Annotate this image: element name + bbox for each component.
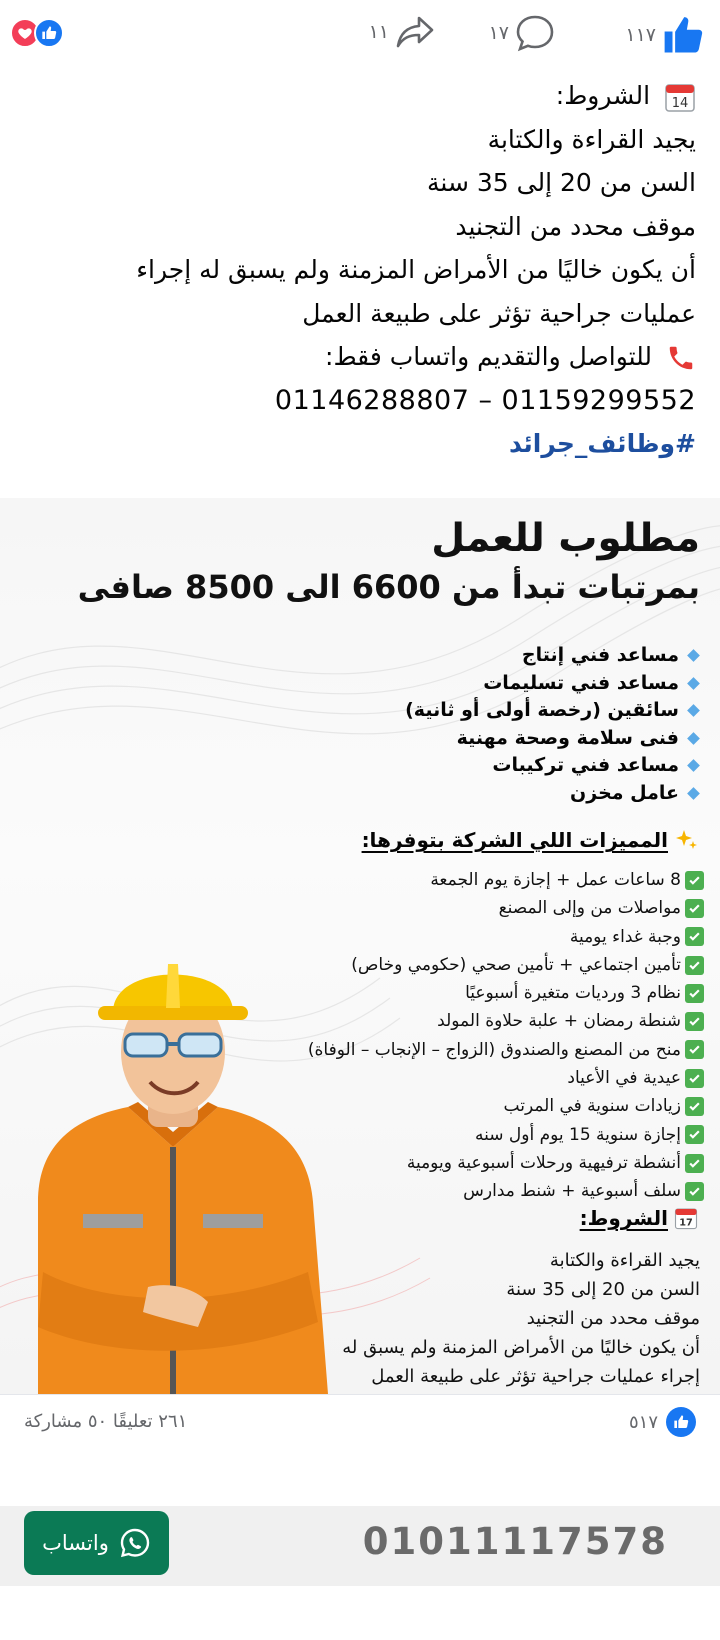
post-body (16, 74, 696, 466)
benefits-heading-text: المميزات اللي الشركة بتوفرها: (361, 828, 668, 852)
list-item: موقف محدد من التجنيد (526, 1308, 700, 1329)
benefits-heading (362, 828, 698, 852)
comment-counter[interactable] (489, 14, 555, 52)
job-title: مساعد فني إنتاج (521, 644, 679, 666)
benefit-text: منح من المصنع والصندوق (الزواج – الإنجاب – الوفاة) (307, 1039, 681, 1060)
svg-text:14: 14 (671, 96, 689, 111)
benefits-list (308, 866, 704, 1206)
check-mark-icon (685, 1069, 704, 1088)
check-mark-icon (685, 1012, 704, 1031)
list-item: أن يكون خاليًا من الأمراض المزمنة ولم يسبق له (342, 1337, 700, 1358)
check-mark-icon (685, 1040, 704, 1059)
check-mark-icon (685, 871, 704, 890)
hashtag-link[interactable]: #وظائف_جرائد (508, 429, 696, 458)
benefit-text: نظام 3 ورديات متغيرة أسبوعيًا (465, 983, 681, 1004)
list-item (308, 979, 704, 1007)
job-title: مساعد فني تسليمات (483, 671, 679, 694)
job-flyer-image[interactable] (0, 498, 720, 1394)
comment-icon (515, 14, 555, 52)
diamond-bullet-icon (687, 649, 700, 662)
list-item (308, 1007, 704, 1035)
list-item (405, 752, 698, 780)
reaction-icons[interactable] (10, 18, 64, 48)
benefit-text: عيدية في الأعياد (567, 1068, 681, 1089)
list-item: السن من 20 إلى 35 سنة (506, 1279, 700, 1300)
check-mark-icon (685, 1097, 704, 1116)
job-list (405, 642, 698, 807)
list-item (405, 725, 698, 753)
flyer-conditions-list (342, 1246, 700, 1391)
diamond-bullet-icon (687, 732, 700, 745)
sparkles-icon (674, 828, 698, 852)
benefit-text: 8 ساعات عمل + إجازة يوم الجمعة (430, 870, 681, 890)
check-mark-icon (685, 1182, 704, 1201)
share-counter[interactable] (369, 14, 435, 50)
post-contact-heading-text: للتواصل والتقديم واتساب فقط: (325, 342, 653, 371)
benefit-text: أنشطة ترفيهية ورحلات أسبوعية ويومية (406, 1152, 681, 1173)
whatsapp-icon (119, 1527, 151, 1559)
thumbs-up-icon (662, 14, 704, 56)
diamond-bullet-icon (687, 677, 700, 690)
post-phone-numbers[interactable]: 01146288807 – 01159299552 (274, 384, 696, 416)
check-mark-icon (685, 1154, 704, 1173)
list-item (308, 1064, 704, 1092)
post-conditions-heading-text: الشروط: (555, 81, 651, 110)
calendar-icon (664, 81, 696, 113)
list-item: إجراء عمليات جراحية تؤثر على طبيعة العمل (371, 1366, 700, 1387)
list-item (308, 1177, 704, 1205)
post-line: السن من 20 إلى 35 سنة (427, 168, 696, 197)
diamond-bullet-icon (687, 759, 700, 772)
flyer-conditions-heading-text: الشروط: (579, 1206, 668, 1230)
flyer-subtitle: بمرتبات تبدأ من 6600 الى 8500 صافى (77, 568, 700, 606)
likes-summary[interactable] (629, 1407, 696, 1437)
post-line: أن يكون خاليًا من الأمراض المزمنة ولم يسبق له إجراء (136, 255, 696, 284)
list-item (308, 1121, 704, 1149)
check-mark-icon (685, 899, 704, 918)
phone-icon (666, 343, 696, 373)
list-item (308, 866, 704, 894)
post-conditions-heading (16, 74, 696, 118)
list-item (405, 642, 698, 670)
comments-shares-summary[interactable]: ٢٦١ تعليقًا ٥٠ مشاركة (24, 1411, 188, 1432)
list-item (308, 923, 704, 951)
calendar-icon (674, 1206, 698, 1230)
svg-text:17: 17 (679, 1217, 693, 1229)
list-item (405, 670, 698, 698)
check-mark-icon (685, 984, 704, 1003)
flyer-conditions-heading (580, 1206, 698, 1230)
like-count: ١١٧ (625, 24, 656, 46)
benefit-text: مواصلات من وإلى المصنع (498, 898, 681, 919)
share-icon (395, 14, 435, 50)
diamond-bullet-icon (687, 787, 700, 800)
job-title: عامل مخزن (570, 781, 679, 804)
post-contact-heading (16, 335, 696, 379)
post-line: موقف محدد من التجنيد (455, 211, 696, 241)
benefit-text: إجازة سنوية 15 يوم أول سنه (474, 1124, 681, 1145)
comment-count: ١٧ (488, 22, 509, 44)
post-line: عمليات جراحية تؤثر على طبيعة العمل (302, 298, 696, 328)
post-stats-bar (0, 1394, 720, 1450)
list-item (308, 951, 704, 979)
whatsapp-button[interactable] (24, 1511, 169, 1575)
list-item (405, 697, 698, 725)
list-item (308, 1036, 704, 1064)
whatsapp-button-label: واتساب (42, 1531, 109, 1555)
benefit-text: شنطة رمضان + علبة حلاوة المولد (437, 1011, 681, 1032)
like-counter[interactable] (625, 14, 704, 56)
flyer-title: مطلوب للعمل (431, 516, 700, 561)
check-mark-icon (685, 927, 704, 946)
job-title: سائقين (رخصة أولى أو ثانية) (405, 699, 679, 721)
diamond-bullet-icon (687, 704, 700, 717)
list-item (308, 894, 704, 922)
list-item (308, 1149, 704, 1177)
benefit-text: سلف أسبوعية + شنط مدارس (463, 1181, 681, 1202)
check-mark-icon (685, 956, 704, 975)
contact-bar (0, 1506, 720, 1586)
list-item (405, 780, 698, 808)
benefit-text: تأمين اجتماعي + تأمين صحي (حكومي وخاص) (351, 954, 681, 975)
list-item (308, 1092, 704, 1120)
share-count: ١١ (368, 21, 389, 43)
check-mark-icon (685, 1125, 704, 1144)
benefit-text: زيادات سنوية في المرتب (503, 1096, 681, 1117)
job-title: فنى سلامة وصحة مهنية (456, 726, 679, 749)
contact-phone-number[interactable]: 01011117578 (362, 1520, 668, 1563)
benefit-text: وجبة غداء يومية (569, 926, 681, 947)
like-icon (666, 1407, 696, 1437)
job-title: مساعد فني تركيبات (492, 754, 679, 776)
like-icon (34, 18, 64, 48)
worker-illustration (8, 942, 338, 1394)
list-item: يجيد القراءة والكتابة (549, 1250, 700, 1271)
post-line: يجيد القراءة والكتابة (487, 124, 696, 154)
reaction-bar (0, 0, 720, 70)
likes-summary-count: ٥١٧ (628, 1411, 658, 1433)
